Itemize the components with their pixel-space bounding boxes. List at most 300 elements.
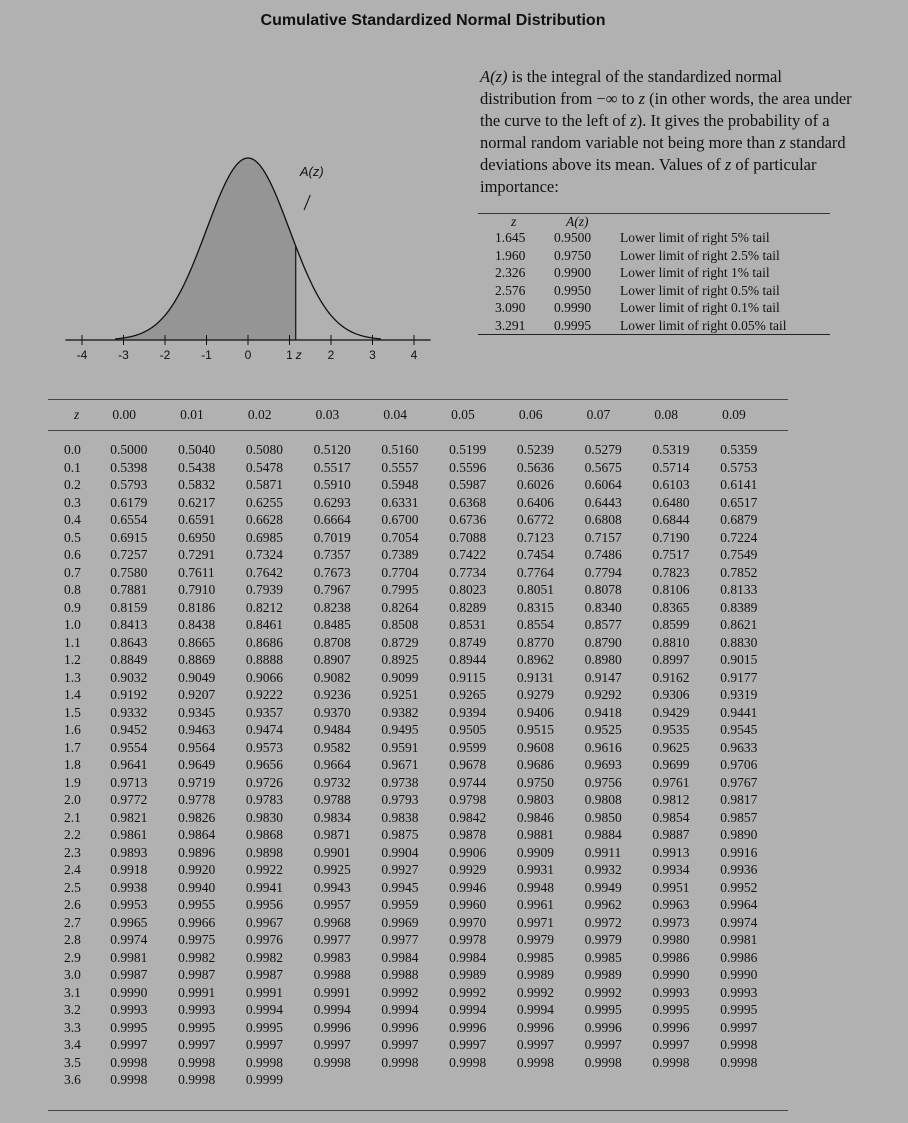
probability-cell: 0.7389	[381, 547, 419, 562]
probability-cell: 0.8133	[720, 582, 758, 597]
probability-cell: 0.8438	[178, 617, 216, 632]
z-marker-label: z	[295, 348, 302, 362]
probability-cell: 0.9783	[245, 792, 283, 807]
probability-cell: 0.7734	[449, 564, 487, 580]
probability-cell: 0.9979	[516, 932, 555, 947]
table-header-row	[48, 400, 788, 431]
probability-cell: 0.9986	[652, 949, 690, 965]
row-z-cell: 2.6	[64, 897, 81, 912]
probability-cell: 0.8944	[449, 652, 487, 667]
probability-cell: 0.9406	[516, 704, 555, 720]
row-z-cell: 0.1	[64, 459, 81, 475]
desc-to: to	[617, 89, 639, 108]
probability-cell: 0.9984	[381, 949, 419, 965]
probability-cell: 0.9990	[652, 967, 690, 982]
probability-cell: 0.9641	[110, 757, 148, 772]
desc-part-4: standard deviations above its mean. Values of	[480, 133, 846, 174]
row-z-cell: 1.7	[64, 739, 81, 755]
probability-cell: 0.9997	[313, 1037, 351, 1052]
probability-cell: 0.9306	[652, 687, 690, 702]
probability-cell: 0.9918	[110, 862, 148, 877]
probability-cell: 0.9998	[245, 1054, 283, 1070]
probability-cell: 0.9916	[720, 844, 758, 860]
probability-cell: 0.9977	[381, 932, 419, 947]
important-desc-cell: Lower limit of right 0.5% tail	[620, 282, 780, 298]
probability-cell: 0.9931	[516, 862, 555, 877]
probability-cell: 0.6915	[110, 529, 148, 545]
probability-cell: 0.9974	[110, 932, 148, 947]
probability-cell: 0.9999	[245, 1072, 283, 1087]
probability-cell: 0.5987	[449, 477, 487, 492]
probability-cell: 0.9032	[110, 669, 148, 685]
row-z-cell: 1.0	[64, 617, 81, 632]
probability-cell: 0.9941	[245, 879, 283, 895]
important-desc-cell: Lower limit of right 0.05% tail	[620, 317, 787, 333]
probability-cell: 0.9951	[652, 879, 690, 895]
row-z-cell: 0.2	[64, 477, 81, 492]
desc-part-2: (in other words, the area under the curve to the left of	[480, 89, 852, 130]
probability-cell: 0.6950	[178, 529, 216, 545]
table-row	[48, 1071, 788, 1089]
probability-cell: 0.9993	[110, 1002, 148, 1017]
probability-cell: 0.5438	[178, 459, 216, 475]
probability-cell: 0.8413	[110, 617, 148, 632]
probability-cell: 0.9896	[178, 844, 216, 860]
table-row	[48, 721, 788, 739]
probability-cell: 0.9985	[584, 949, 622, 965]
probability-cell: 0.9952	[720, 879, 758, 895]
probability-cell: 0.7324	[245, 547, 283, 562]
axis-tick-label: -3	[118, 348, 129, 362]
probability-cell: 0.9971	[516, 914, 555, 930]
probability-cell: 0.9582	[313, 739, 351, 755]
probability-cell: 0.9995	[652, 1002, 690, 1017]
probability-cell: 0.9972	[584, 914, 622, 930]
probability-cell: 0.8238	[313, 599, 351, 615]
probability-cell: 0.8907	[313, 652, 351, 667]
axis-tick-label: 1	[286, 348, 293, 362]
table-row	[48, 984, 788, 1002]
probability-cell: 0.5948	[381, 477, 419, 492]
desc-z-3: z	[779, 133, 786, 152]
probability-cell: 0.8962	[516, 652, 555, 667]
probability-cell: 0.9686	[516, 757, 555, 772]
probability-cell: 0.9936	[720, 862, 758, 877]
important-values-row	[478, 229, 830, 247]
probability-cell: 0.6406	[516, 494, 555, 510]
row-z-cell: 2.5	[64, 879, 81, 895]
probability-cell: 0.9998	[652, 1054, 690, 1070]
row-z-cell: 2.0	[64, 792, 81, 807]
probability-cell	[314, 1071, 382, 1089]
axis-tick-label: 3	[369, 348, 376, 362]
probability-cell: 0.7642	[245, 564, 283, 580]
probability-cell: 0.8665	[178, 634, 216, 650]
probability-cell: 0.7224	[720, 529, 758, 545]
row-z-cell: 3.5	[64, 1054, 81, 1070]
table-row	[48, 861, 788, 879]
probability-cell: 0.5239	[516, 442, 555, 457]
row-z-cell: 2.3	[64, 844, 81, 860]
probability-cell: 0.9979	[584, 932, 622, 947]
probability-cell: 0.9943	[313, 879, 351, 895]
probability-cell: 0.9995	[584, 1002, 622, 1017]
probability-cell: 0.9370	[313, 704, 351, 720]
probability-cell: 0.9878	[449, 827, 487, 842]
probability-cell: 0.8289	[449, 599, 487, 615]
probability-cell: 0.7291	[178, 547, 216, 562]
page-title: Cumulative Standardized Normal Distribution	[260, 12, 606, 29]
row-z-cell: 0.6	[64, 547, 81, 562]
probability-cell: 0.9750	[516, 774, 555, 790]
table-row	[48, 896, 788, 914]
probability-cell: 0.9162	[652, 669, 690, 685]
probability-cell: 0.8643	[110, 634, 148, 650]
probability-cell: 0.9993	[720, 984, 758, 1000]
important-desc-cell: Lower limit of right 1% tail	[620, 265, 770, 280]
probability-cell: 0.9995	[178, 1019, 216, 1035]
probability-cell: 0.6141	[720, 477, 758, 492]
probability-cell: 0.9998	[720, 1054, 758, 1070]
probability-cell: 0.9980	[652, 932, 690, 947]
probability-cell: 0.9988	[381, 967, 419, 982]
probability-cell: 0.7549	[720, 547, 758, 562]
important-az-cell: 0.9500	[554, 230, 592, 245]
probability-cell: 0.5040	[178, 442, 216, 457]
probability-cell: 0.8810	[652, 634, 690, 650]
row-z-cell: 0.0	[64, 442, 81, 457]
probability-cell: 0.9830	[245, 809, 283, 825]
probability-cell: 0.8051	[516, 582, 555, 597]
probability-cell: 0.9761	[652, 774, 690, 790]
probability-cell: 0.9969	[381, 914, 419, 930]
row-z-cell: 1.6	[64, 722, 81, 737]
probability-cell: 0.8106	[652, 582, 690, 597]
probability-cell: 0.9994	[449, 1002, 487, 1017]
probability-cell	[720, 1071, 788, 1089]
probability-cell: 0.8980	[584, 652, 622, 667]
row-z-cell: 1.1	[64, 634, 81, 650]
shaded-area	[115, 158, 296, 340]
probability-cell: 0.9997	[584, 1037, 622, 1052]
probability-cell: 0.6293	[313, 494, 351, 510]
probability-cell: 0.9207	[178, 687, 216, 702]
axis-tick-label: 4	[410, 348, 418, 362]
probability-cell: 0.9981	[110, 949, 148, 965]
table-row	[48, 494, 788, 512]
probability-cell: 0.9996	[313, 1019, 351, 1035]
important-z-cell: 1.645	[495, 230, 526, 245]
probability-cell: 0.9573	[245, 739, 283, 755]
probability-cell: 0.9997	[245, 1037, 283, 1052]
table-row	[48, 966, 788, 984]
probability-cell: 0.6217	[178, 494, 216, 510]
probability-cell: 0.8790	[584, 634, 622, 650]
column-header: 0.00	[112, 407, 137, 422]
probability-cell: 0.9992	[584, 984, 622, 1000]
probability-cell: 0.5517	[313, 459, 351, 475]
row-z-cell: 2.4	[64, 862, 81, 877]
probability-cell: 0.6331	[381, 494, 419, 510]
probability-cell: 0.9997	[720, 1019, 758, 1035]
axis-tick-label: -4	[76, 348, 88, 362]
probability-cell: 0.9997	[652, 1037, 690, 1052]
probability-cell: 0.9812	[652, 792, 690, 807]
probability-cell: 0.9535	[652, 722, 690, 737]
probability-cell: 0.8830	[720, 634, 758, 650]
probability-cell: 0.7823	[652, 564, 690, 580]
important-z-cell: 3.090	[495, 300, 526, 315]
table-row	[48, 844, 788, 862]
probability-cell: 0.5199	[449, 442, 487, 457]
probability-cell: 0.8749	[449, 634, 487, 650]
probability-cell: 0.9990	[110, 984, 148, 1000]
probability-cell: 0.9772	[110, 792, 148, 807]
probability-cell: 0.9591	[381, 739, 419, 755]
probability-cell: 0.9965	[110, 914, 148, 930]
probability-cell: 0.9998	[110, 1054, 148, 1070]
probability-cell: 0.9554	[110, 739, 148, 755]
row-z-cell: 0.4	[64, 512, 81, 527]
probability-cell: 0.9616	[584, 739, 622, 755]
probability-cell: 0.9678	[449, 757, 487, 772]
row-z-cell: 0.7	[64, 564, 81, 580]
probability-cell: 0.9115	[449, 669, 486, 685]
probability-cell: 0.9998	[449, 1054, 487, 1070]
probability-cell: 0.7054	[381, 529, 419, 545]
probability-cell: 0.7486	[584, 547, 622, 562]
probability-cell: 0.9719	[178, 774, 216, 790]
table-row	[48, 459, 788, 477]
probability-cell: 0.9974	[720, 914, 758, 930]
row-z-cell: 1.4	[64, 687, 81, 702]
probability-cell: 0.8621	[720, 617, 758, 632]
important-desc-cell: Lower limit of right 0.1% tail	[620, 300, 780, 315]
probability-cell: 0.9920	[178, 862, 216, 877]
probability-cell: 0.9998	[516, 1054, 555, 1070]
probability-cell: 0.9713	[110, 774, 148, 790]
probability-cell: 0.9901	[313, 844, 351, 860]
table-row	[48, 809, 788, 827]
probability-cell: 0.9961	[516, 897, 555, 912]
probability-cell: 0.9756	[584, 774, 622, 790]
probability-cell: 0.9671	[381, 757, 419, 772]
probability-cell: 0.9990	[720, 967, 758, 982]
probability-cell: 0.6844	[652, 512, 690, 527]
table-row	[48, 686, 788, 704]
probability-cell: 0.6026	[516, 477, 555, 492]
probability-cell: 0.9082	[313, 669, 351, 685]
row-z-cell: 3.0	[64, 967, 81, 982]
normal-curve-figure	[60, 140, 440, 370]
probability-cell: 0.9977	[313, 932, 351, 947]
table-row	[48, 476, 788, 494]
probability-cell	[517, 1071, 585, 1089]
probability-cell: 0.9564	[178, 739, 216, 755]
row-z-cell: 1.3	[64, 669, 81, 685]
probability-cell: 0.9798	[449, 792, 487, 807]
probability-cell: 0.9992	[516, 984, 555, 1000]
probability-cell: 0.7157	[584, 529, 622, 545]
probability-cell: 0.9992	[381, 984, 419, 1000]
probability-cell: 0.7580	[110, 564, 148, 580]
probability-cell: 0.9976	[245, 932, 283, 947]
table-row	[48, 669, 788, 687]
probability-cell: 0.9857	[720, 809, 758, 825]
probability-cell: 0.5714	[652, 459, 690, 475]
desc-part-3: ). It gives the probability of a normal random variable not being more than	[480, 111, 830, 152]
row-z-cell: 3.6	[64, 1072, 81, 1087]
probability-cell: 0.9817	[720, 792, 758, 807]
row-z-cell: 1.9	[64, 774, 81, 790]
probability-cell: 0.7939	[245, 582, 283, 597]
table-row	[48, 634, 788, 652]
probability-cell: 0.6480	[652, 494, 690, 510]
probability-cell: 0.9357	[245, 704, 283, 720]
probability-cell: 0.8078	[584, 582, 622, 597]
important-values-header	[478, 214, 830, 229]
probability-cell: 0.9922	[245, 862, 283, 877]
probability-cell: 0.5160	[381, 442, 419, 457]
probability-cell: 0.9998	[178, 1072, 216, 1087]
probability-cell: 0.9989	[516, 967, 555, 982]
important-values-row	[478, 264, 830, 282]
probability-cell: 0.9495	[381, 722, 419, 737]
probability-cell: 0.9996	[381, 1019, 419, 1035]
curve-label: A(z)	[299, 164, 324, 179]
row-z-cell: 1.8	[64, 757, 81, 772]
probability-cell: 0.6255	[245, 494, 283, 510]
probability-cell: 0.9957	[313, 897, 351, 912]
probability-cell: 0.5675	[584, 459, 622, 475]
probability-cell: 0.9861	[110, 827, 148, 842]
probability-cell: 0.7422	[449, 547, 487, 562]
probability-cell: 0.7019	[313, 529, 351, 545]
probability-cell: 0.9998	[178, 1054, 216, 1070]
table-row	[48, 564, 788, 582]
probability-cell: 0.9868	[245, 827, 283, 842]
probability-cell: 0.6879	[720, 512, 758, 527]
table-row	[48, 529, 788, 547]
probability-cell: 0.9732	[313, 774, 351, 790]
probability-cell: 0.9099	[381, 669, 419, 685]
probability-cell: 0.9959	[381, 897, 419, 912]
probability-cell: 0.9904	[381, 844, 419, 860]
probability-cell: 0.9049	[178, 669, 216, 685]
probability-cell: 0.7611	[178, 564, 215, 580]
important-z-cell: 1.960	[495, 247, 526, 263]
probability-cell: 0.9986	[720, 949, 758, 965]
probability-cell: 0.6064	[584, 477, 622, 492]
probability-cell: 0.9838	[381, 809, 419, 825]
probability-cell: 0.8708	[313, 634, 351, 650]
probability-cell	[381, 1071, 449, 1089]
important-header-cell: z	[511, 214, 517, 229]
row-z-cell: 1.5	[64, 704, 81, 720]
probability-cell: 0.6664	[313, 512, 351, 527]
probability-cell: 0.5398	[110, 459, 148, 475]
important-values-row	[478, 247, 830, 265]
table-row	[48, 616, 788, 634]
probability-cell: 0.8365	[652, 599, 690, 615]
probability-cell: 0.9987	[178, 967, 216, 982]
probability-cell: 0.9964	[720, 897, 758, 912]
probability-cell: 0.6985	[245, 529, 283, 545]
probability-cell: 0.9909	[516, 844, 555, 860]
probability-cell: 0.9887	[652, 827, 690, 842]
probability-cell: 0.9177	[720, 669, 758, 685]
probability-cell: 0.8508	[381, 617, 419, 632]
probability-cell: 0.9934	[652, 862, 690, 877]
probability-cell: 0.9525	[584, 722, 622, 737]
probability-cell: 0.9997	[381, 1037, 419, 1052]
probability-cell: 0.7995	[381, 582, 419, 597]
probability-cell: 0.9854	[652, 809, 690, 825]
probability-cell: 0.9251	[381, 687, 419, 702]
probability-cell: 0.9738	[381, 774, 419, 790]
probability-cell: 0.9911	[584, 844, 622, 860]
probability-cell: 0.5478	[245, 459, 283, 475]
probability-cell: 0.9998	[381, 1054, 419, 1070]
probability-cell: 0.9265	[449, 687, 487, 702]
probability-cell: 0.9993	[652, 984, 690, 1000]
probability-cell: 0.9803	[516, 792, 555, 807]
probability-cell: 0.9699	[652, 757, 690, 772]
probability-cell	[449, 1071, 517, 1089]
probability-cell: 0.9515	[516, 722, 555, 737]
table-row	[48, 756, 788, 774]
probability-cell: 0.9826	[178, 809, 216, 825]
desc-z-4: z	[724, 155, 732, 174]
probability-cell: 0.9893	[110, 844, 148, 860]
probability-cell: 0.8599	[652, 617, 690, 632]
probability-cell: 0.5279	[584, 442, 622, 457]
probability-cell: 0.9995	[110, 1019, 148, 1035]
probability-cell: 0.9767	[720, 774, 758, 790]
probability-cell	[585, 1071, 653, 1089]
row-z-cell: 1.2	[64, 652, 81, 667]
probability-cell: 0.9788	[313, 792, 351, 807]
probability-cell: 0.9953	[110, 897, 148, 912]
row-z-cell: 2.1	[64, 809, 81, 825]
probability-cell: 0.8686	[245, 634, 283, 650]
probability-cell: 0.9995	[720, 1002, 758, 1017]
probability-cell: 0.9484	[313, 722, 351, 737]
row-z-cell: 2.9	[64, 949, 81, 965]
important-header-cell: A(z)	[566, 214, 589, 229]
probability-cell: 0.9993	[178, 1002, 216, 1017]
probability-cell: 0.9898	[245, 844, 283, 860]
probability-cell: 0.8770	[516, 634, 555, 650]
description-paragraph	[480, 66, 860, 198]
probability-cell: 0.9693	[584, 757, 622, 772]
row-z-cell: 2.8	[64, 932, 81, 947]
probability-cell: 0.6736	[449, 512, 487, 527]
probability-cell: 0.7764	[516, 564, 555, 580]
probability-cell: 0.9890	[720, 827, 758, 842]
table-body	[48, 431, 788, 1089]
probability-cell: 0.8315	[516, 599, 555, 615]
probability-cell: 0.9985	[516, 949, 555, 965]
probability-cell: 0.9913	[652, 844, 690, 860]
probability-cell: 0.9842	[449, 809, 487, 825]
row-z-cell: 3.4	[64, 1037, 81, 1052]
probability-cell: 0.8159	[110, 599, 148, 615]
probability-cell: 0.6628	[245, 512, 283, 527]
probability-cell: 0.9846	[516, 809, 555, 825]
probability-cell: 0.9319	[720, 687, 758, 702]
desc-z-2: z	[630, 111, 637, 130]
